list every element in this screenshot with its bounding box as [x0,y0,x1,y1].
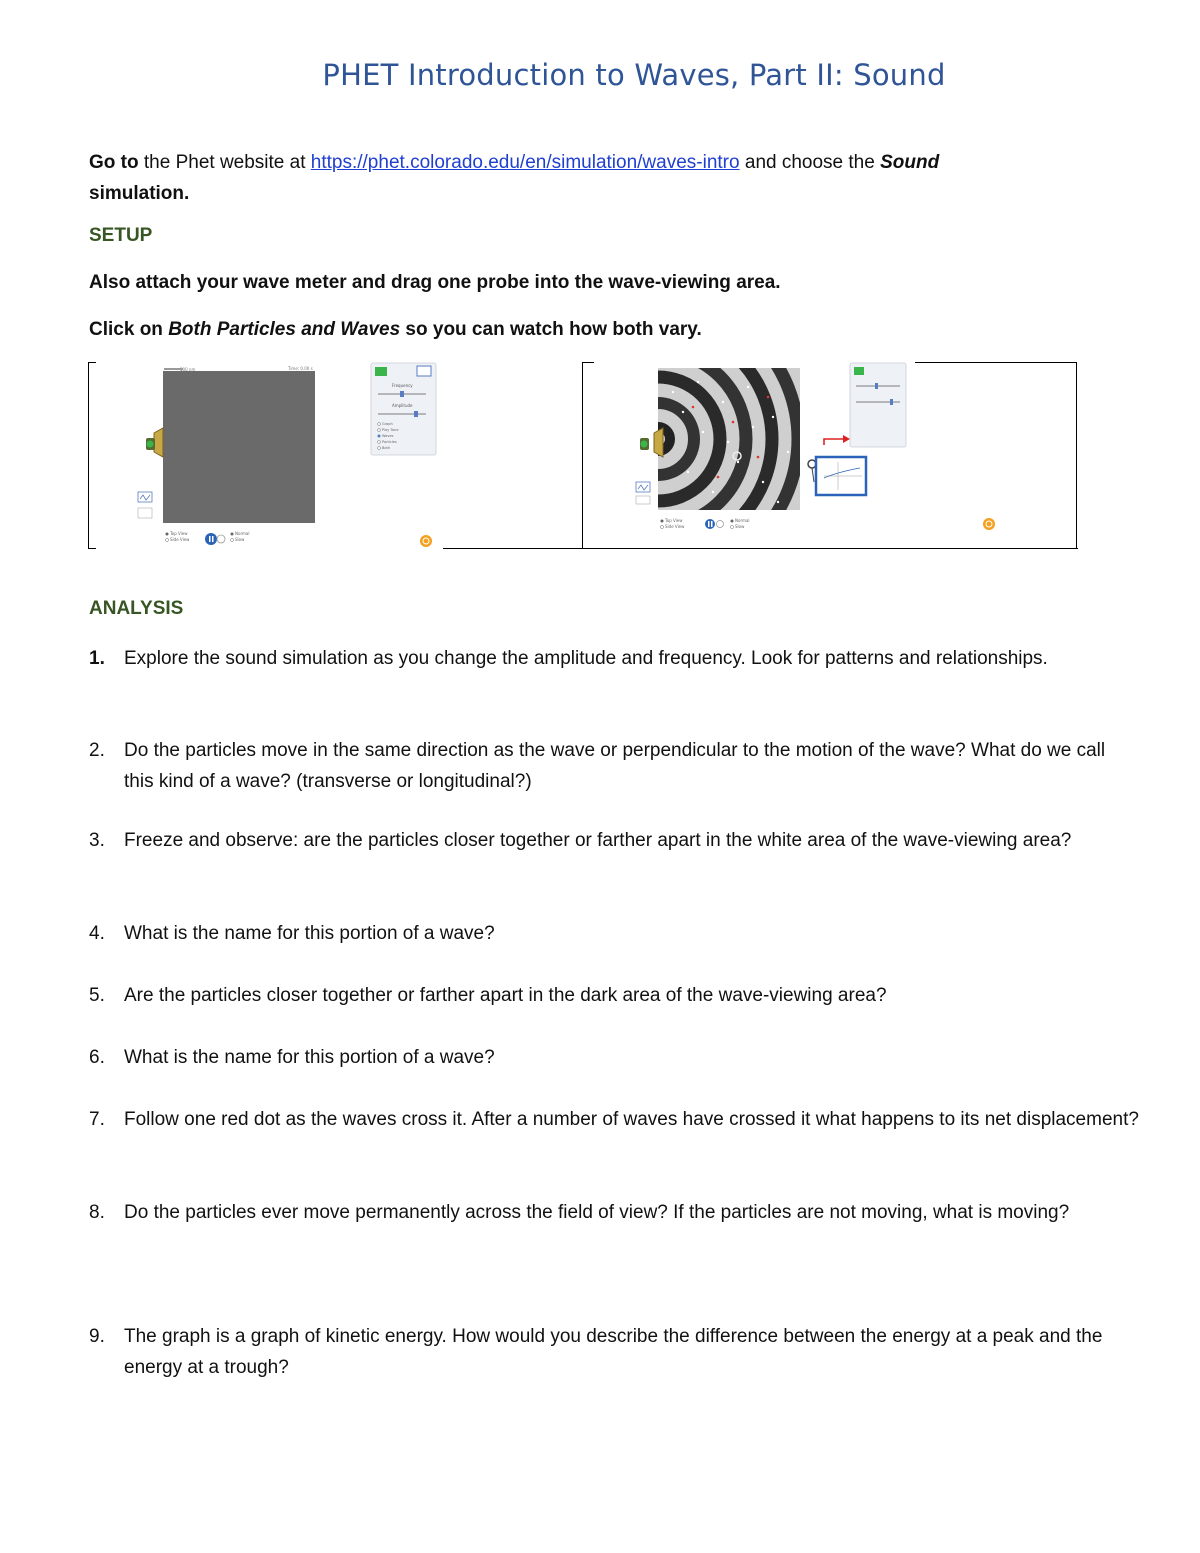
question-number: 5. [89,985,105,1006]
svg-text:Particles: Particles [382,440,397,444]
sound-sim-screenshot-waves [128,362,488,549]
setup-line2-post: so you can watch how both vary. [400,319,702,340]
intro-text-2: and choose the [739,152,881,173]
setup-line2-pre: Click on [89,319,169,340]
svg-text:Normal: Normal [235,531,250,536]
svg-text:Waves: Waves [382,434,394,438]
question-text: Explore the sound simulation as you change the amplitude and frequency. Look for patterns and relationships. [124,648,1048,669]
question-4 [89,918,1139,949]
page-title: PHET Introduction to Waves, Part II: Sound [322,58,946,92]
question-number: 4. [89,923,105,944]
question-number: 2. [89,740,105,761]
question-number: 9. [89,1326,105,1347]
question-text: Follow one red dot as the waves cross it. After a number of waves have crossed it what happens to its net displacement? [124,1109,1139,1130]
question-text: Are the particles closer together or farther apart in the dark area of the wave-viewing area? [124,985,887,1006]
question-text: The graph is a graph of kinetic energy. How would you describe the difference between the energy at a peak and the energy at a trough? [124,1326,1103,1378]
question-text: Do the particles ever move permanently across the field of view? If the particles are not moving, what is moving? [124,1202,1070,1223]
simulation-screenshots [88,362,1078,549]
question-text: Freeze and observe: are the particles closer together or farther apart in the white area of the wave-viewing area? [124,830,1072,851]
phet-link[interactable]: https://phet.colorado.edu/en/simulation/waves-intro [310,152,740,173]
setup-heading: SETUP [89,225,153,246]
question-number: 1. [89,648,105,669]
question-text: What is the name for this portion of a wave? [124,923,495,944]
svg-text:Normal: Normal [735,518,750,523]
svg-text:Both: Both [382,446,391,450]
intro-text-1: the Phet website at [138,152,311,173]
sound-sim-screenshot-both [628,362,1068,549]
svg-text:Play Tone: Play Tone [382,428,399,432]
svg-text:Slow: Slow [735,524,745,529]
question-9 [89,1321,1139,1383]
question-number: 6. [89,1047,105,1068]
question-6 [89,1042,1139,1073]
svg-text:500 nm: 500 nm [180,367,196,372]
svg-text:Amplitude: Amplitude [392,403,413,408]
svg-text:Side View: Side View [665,524,685,529]
question-number: 3. [89,830,105,851]
svg-text:Top View: Top View [170,531,188,536]
question-text: Do the particles move in the same direction as the wave or perpendicular to the motion of the wave? What do we call this kind of a wave? (transverse or longitudinal?) [124,740,1106,792]
svg-text:Side View: Side View [170,537,190,542]
question-7 [89,1104,1139,1135]
setup-instruction-2 [89,319,702,341]
svg-text:Time: 0.00 s: Time: 0.00 s [288,366,313,371]
svg-text:Graph: Graph [382,422,393,426]
intro-paragraph [89,147,1129,209]
question-2 [89,735,1139,797]
simulation-label: simulation. [89,183,190,204]
svg-text:Top View: Top View [665,518,683,523]
question-number: 7. [89,1109,105,1130]
sound-label: Sound [880,152,940,173]
question-8 [89,1197,1139,1228]
question-1 [89,643,1139,674]
go-to-label: Go to [89,152,139,173]
analysis-heading: ANALYSIS [89,598,184,619]
question-3 [89,825,1139,856]
question-number: 8. [89,1202,105,1223]
setup-line2-em: Both Particles and Waves [168,319,401,340]
svg-text:Slow: Slow [235,537,245,542]
question-5 [89,980,1139,1011]
setup-instruction-1: Also attach your wave meter and drag one probe into the wave-viewing area. [89,272,781,293]
question-text: What is the name for this portion of a wave? [124,1047,495,1068]
svg-text:Frequency: Frequency [392,383,413,388]
